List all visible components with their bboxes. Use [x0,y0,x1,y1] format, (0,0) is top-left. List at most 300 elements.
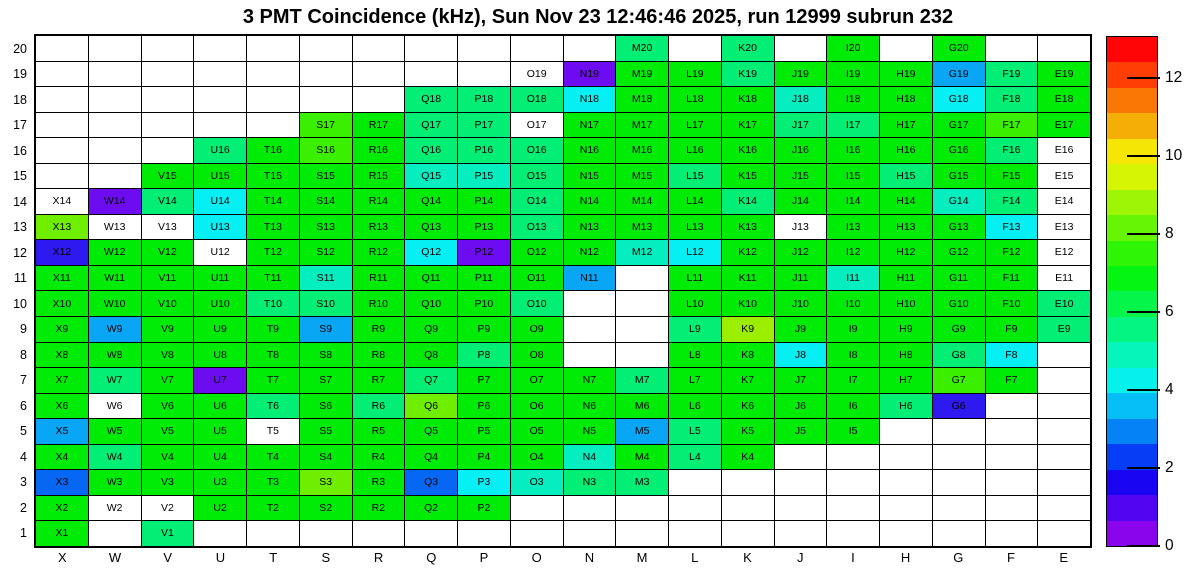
heatmap-cell: S13 [300,215,352,240]
heatmap-cell: N18 [564,87,616,112]
heatmap-cell: W8 [89,343,141,368]
heatmap-cell: G11 [933,266,985,291]
heatmap-cell: O6 [511,394,563,419]
heatmap-cell: J17 [775,113,827,138]
heatmap-cell: M13 [616,215,668,240]
heatmap-cell: E15 [1038,164,1090,189]
heatmap-cell: O10 [511,291,563,316]
colorbar-tick-label: 4 [1165,380,1174,398]
x-axis-label: Q [426,550,437,565]
heatmap-cell: G10 [933,291,985,316]
heatmap-cell: N7 [564,368,616,393]
heatmap-cell: L19 [669,62,721,87]
heatmap-cell [827,445,879,470]
heatmap-cell: H13 [880,215,932,240]
heatmap-cell: S9 [300,317,352,342]
heatmap-cell: U14 [194,189,246,214]
heatmap-cell [616,521,668,546]
heatmap-cell: W4 [89,445,141,470]
heatmap-cell: Q9 [405,317,457,342]
x-axis-label: V [163,550,173,565]
heatmap-cell: T12 [247,240,299,265]
heatmap-cell: H12 [880,240,932,265]
heatmap-cell [300,62,352,87]
heatmap-cell [247,36,299,61]
colorbar [1106,36,1183,554]
y-axis-label: 8 [20,347,27,362]
heatmap-cell [880,419,932,444]
heatmap-cell: J7 [775,368,827,393]
x-axis-label: R [373,550,384,565]
heatmap-cell: V10 [142,291,194,316]
heatmap-cell: M3 [616,470,668,495]
heatmap-cell: E9 [1038,317,1090,342]
heatmap-cell [458,62,510,87]
heatmap-cell: N17 [564,113,616,138]
heatmap-cell: Q13 [405,215,457,240]
heatmap-cell [1038,445,1090,470]
heatmap-cell: R7 [353,368,405,393]
heatmap-cell: X2 [36,496,88,521]
heatmap-cell: R9 [353,317,405,342]
y-axis-label: 6 [20,398,27,413]
colorbar-tick-label: 0 [1165,537,1174,554]
heatmap-cell: M19 [616,62,668,87]
heatmap-grid [34,34,1092,548]
heatmap-cell [1038,496,1090,521]
plot-title: 3 PMT Coincidence (kHz), Sun Nov 23 12:46:46 2025, run 12999 subrun 232 [242,6,954,28]
heatmap-cell: W6 [89,394,141,419]
heatmap-cell [986,394,1038,419]
heatmap-cell [722,521,774,546]
heatmap-cell: M12 [616,240,668,265]
heatmap-cell: L11 [669,266,721,291]
heatmap-cell: Q11 [405,266,457,291]
heatmap-cell: H7 [880,368,932,393]
colorbar-tick [1127,545,1160,547]
heatmap-cell [775,36,827,61]
heatmap-cell: W13 [89,215,141,240]
x-axis-label: U [215,550,226,565]
heatmap-cell [142,113,194,138]
heatmap-cell: L18 [669,87,721,112]
heatmap-cell [669,470,721,495]
heatmap-cell: R11 [353,266,405,291]
heatmap-cell: V15 [142,164,194,189]
heatmap-cell [616,317,668,342]
heatmap-cell: H17 [880,113,932,138]
heatmap-cell: M20 [616,36,668,61]
heatmap-cell [1038,521,1090,546]
heatmap-cell: P15 [458,164,510,189]
heatmap-cell: F18 [986,87,1038,112]
heatmap-cell: R15 [353,164,405,189]
heatmap-cell [1038,368,1090,393]
heatmap-cell: R3 [353,470,405,495]
y-axis-label: 13 [13,220,27,235]
heatmap-cell: I8 [827,343,879,368]
heatmap-cell: R6 [353,394,405,419]
heatmap-cell: Q12 [405,240,457,265]
heatmap-cell: X11 [36,266,88,291]
heatmap-cell: P9 [458,317,510,342]
heatmap-cell [458,521,510,546]
heatmap-cell: G9 [933,317,985,342]
heatmap-cell: K8 [722,343,774,368]
heatmap-cell [247,62,299,87]
heatmap-cell [89,62,141,87]
heatmap-cell [880,496,932,521]
y-axis-label: 12 [13,245,27,260]
heatmap-cell: V12 [142,240,194,265]
heatmap-cell: N11 [564,266,616,291]
heatmap-cell: F12 [986,240,1038,265]
heatmap-cell [89,521,141,546]
heatmap-cell [194,87,246,112]
heatmap-cell [986,470,1038,495]
heatmap-cell: P14 [458,189,510,214]
colorbar-ticks [1107,37,1183,554]
heatmap-cell [564,343,616,368]
x-axis-label: O [531,550,542,565]
heatmap-cell: F15 [986,164,1038,189]
heatmap-cell: K4 [722,445,774,470]
heatmap-cell [827,470,879,495]
colorbar-tick [1127,155,1160,157]
heatmap-cell: I18 [827,87,879,112]
x-axis-label: H [900,550,911,565]
heatmap-cell: O11 [511,266,563,291]
x-axis-label: K [743,550,752,565]
heatmap-cell [36,62,88,87]
heatmap-cell: J18 [775,87,827,112]
x-axis-label: L [691,550,699,565]
heatmap-cell: U8 [194,343,246,368]
heatmap-cell [564,521,616,546]
heatmap-cell [142,62,194,87]
heatmap-cell: T15 [247,164,299,189]
heatmap-cell: J5 [775,419,827,444]
heatmap-cell: U10 [194,291,246,316]
heatmap-cell: K12 [722,240,774,265]
heatmap-cell: L6 [669,394,721,419]
heatmap-cell [247,113,299,138]
heatmap-cell [194,62,246,87]
heatmap-cell: F17 [986,113,1038,138]
heatmap-cell [405,521,457,546]
heatmap-cell: X12 [36,240,88,265]
heatmap-cell [300,36,352,61]
heatmap-cell: K15 [722,164,774,189]
heatmap-cell: Q3 [405,470,457,495]
heatmap-cell: G16 [933,138,985,163]
colorbar-tick-label: 12 [1165,68,1183,86]
heatmap-cell [194,521,246,546]
heatmap-cell [564,317,616,342]
heatmap-cell [933,496,985,521]
heatmap-cell: I19 [827,62,879,87]
heatmap-cell [933,521,985,546]
x-axis-label: M [636,550,648,565]
heatmap-cell: K17 [722,113,774,138]
heatmap-cell [247,87,299,112]
heatmap-cell: M16 [616,138,668,163]
heatmap-cell: R5 [353,419,405,444]
heatmap-cell: G19 [933,62,985,87]
heatmap-cell: X1 [36,521,88,546]
heatmap-cell: G7 [933,368,985,393]
heatmap-cell [986,521,1038,546]
x-axis-label: P [479,550,489,565]
y-axis-label: 20 [13,41,27,56]
heatmap-cell [194,113,246,138]
heatmap-cell: O16 [511,138,563,163]
heatmap-cell: S5 [300,419,352,444]
heatmap-cell [827,496,879,521]
heatmap-cell: K10 [722,291,774,316]
heatmap-cell: P3 [458,470,510,495]
y-axis-label: 4 [20,449,27,464]
heatmap-cell: S7 [300,368,352,393]
heatmap-cell [353,36,405,61]
heatmap-cell: G13 [933,215,985,240]
heatmap-cell: V7 [142,368,194,393]
heatmap-cell: S16 [300,138,352,163]
heatmap-cell: R12 [353,240,405,265]
heatmap-cell: X6 [36,394,88,419]
heatmap-cell: N15 [564,164,616,189]
heatmap-cell: I20 [827,36,879,61]
y-axis-label: 14 [13,194,27,209]
y-axis-label: 3 [20,475,27,490]
heatmap-cell: X3 [36,470,88,495]
colorbar-tick-label: 10 [1165,146,1183,164]
heatmap-cell [669,496,721,521]
heatmap-cell: Q17 [405,113,457,138]
heatmap-cell: Q16 [405,138,457,163]
heatmap-cell [722,496,774,521]
heatmap-cell: S6 [300,394,352,419]
heatmap-cell: U11 [194,266,246,291]
heatmap-cell: G15 [933,164,985,189]
heatmap-cell [616,496,668,521]
heatmap-cell: M6 [616,394,668,419]
heatmap-cell: L8 [669,343,721,368]
x-axis-label: E [1059,550,1069,565]
heatmap-cell: S8 [300,343,352,368]
heatmap-cell: H16 [880,138,932,163]
heatmap-cell: U9 [194,317,246,342]
x-axis-label: X [58,550,67,565]
heatmap-cell: I5 [827,419,879,444]
y-axis-label: 15 [13,169,27,184]
y-axis-labels [0,36,28,546]
heatmap-cell: G17 [933,113,985,138]
heatmap-cell: K7 [722,368,774,393]
heatmap-cell: V9 [142,317,194,342]
heatmap-cell: M14 [616,189,668,214]
heatmap-cell: O18 [511,87,563,112]
heatmap-cell: O19 [511,62,563,87]
heatmap-cell: H11 [880,266,932,291]
heatmap-cell: I7 [827,368,879,393]
heatmap-cell: J19 [775,62,827,87]
heatmap-cell [827,521,879,546]
heatmap-cell: Q18 [405,87,457,112]
heatmap-cell [36,36,88,61]
heatmap-cell: T6 [247,394,299,419]
heatmap-cell: J13 [775,215,827,240]
y-axis-label: 1 [20,526,27,541]
y-axis-label: 7 [20,373,27,388]
heatmap-cell: H19 [880,62,932,87]
heatmap-cell [1038,36,1090,61]
heatmap-cell: F8 [986,343,1038,368]
heatmap-cell: F13 [986,215,1038,240]
heatmap-cell: O14 [511,189,563,214]
heatmap-cell: S14 [300,189,352,214]
heatmap-cell [775,521,827,546]
heatmap-cell: V4 [142,445,194,470]
heatmap-cell: N5 [564,419,616,444]
heatmap-cell: J8 [775,343,827,368]
heatmap-cell [880,470,932,495]
heatmap-cell: Q10 [405,291,457,316]
heatmap-cell: J9 [775,317,827,342]
heatmap-cell: T14 [247,189,299,214]
heatmap-cell: X14 [36,189,88,214]
heatmap-cell: P13 [458,215,510,240]
heatmap-cell [511,521,563,546]
heatmap-cell: E13 [1038,215,1090,240]
heatmap-cell [405,36,457,61]
heatmap-cell: T2 [247,496,299,521]
heatmap-cell: M18 [616,87,668,112]
heatmap-cell: L13 [669,215,721,240]
heatmap-cell [353,62,405,87]
heatmap-cell [564,291,616,316]
heatmap-cell: W2 [89,496,141,521]
heatmap-cell: F16 [986,138,1038,163]
heatmap-cell [669,521,721,546]
heatmap-cell [722,470,774,495]
heatmap-cell: F14 [986,189,1038,214]
heatmap-cell: T11 [247,266,299,291]
heatmap-cell: H9 [880,317,932,342]
heatmap-cell: E16 [1038,138,1090,163]
heatmap-cell: U6 [194,394,246,419]
heatmap-cell: J15 [775,164,827,189]
heatmap-cell: S11 [300,266,352,291]
heatmap-cell: O13 [511,215,563,240]
heatmap-cell: E17 [1038,113,1090,138]
heatmap-cell: W9 [89,317,141,342]
heatmap-cell: K20 [722,36,774,61]
colorbar-tick [1127,77,1160,79]
heatmap-cell: X13 [36,215,88,240]
heatmap-cell: R8 [353,343,405,368]
colorbar-tick [1127,467,1160,469]
heatmap-cell [1038,470,1090,495]
heatmap-cell: W11 [89,266,141,291]
heatmap-cell [775,445,827,470]
heatmap-cell: P18 [458,87,510,112]
heatmap-cell: Q15 [405,164,457,189]
heatmap-cell: T9 [247,317,299,342]
heatmap-cell: S15 [300,164,352,189]
heatmap-cell: L5 [669,419,721,444]
heatmap-cell: X5 [36,419,88,444]
heatmap-cell: K9 [722,317,774,342]
heatmap-cell: L9 [669,317,721,342]
y-axis-label: 19 [13,67,27,82]
heatmap-cell: X7 [36,368,88,393]
heatmap-cell: Q6 [405,394,457,419]
heatmap-cell [1038,419,1090,444]
heatmap-cell: T5 [247,419,299,444]
y-axis-label: 5 [20,424,27,439]
heatmap-cell: K5 [722,419,774,444]
heatmap-cell: U15 [194,164,246,189]
heatmap-cell: I10 [827,291,879,316]
heatmap-cell: V1 [142,521,194,546]
heatmap-cell: V13 [142,215,194,240]
heatmap-cell: O4 [511,445,563,470]
heatmap-cell: I6 [827,394,879,419]
heatmap-cell: W5 [89,419,141,444]
heatmap-cell: P11 [458,266,510,291]
heatmap-cell: M7 [616,368,668,393]
colorbar-tick-label: 8 [1165,224,1174,242]
heatmap-cell: X4 [36,445,88,470]
heatmap-cell: H14 [880,189,932,214]
heatmap-cell: I15 [827,164,879,189]
heatmap-cell: H10 [880,291,932,316]
heatmap-cell: R16 [353,138,405,163]
heatmap-cell: W10 [89,291,141,316]
heatmap-cell: K16 [722,138,774,163]
heatmap-cell: U3 [194,470,246,495]
heatmap-cell: O7 [511,368,563,393]
heatmap-cell [36,138,88,163]
heatmap-cell [142,87,194,112]
heatmap-cell: R14 [353,189,405,214]
heatmap-cell: F7 [986,368,1038,393]
heatmap-cell: T7 [247,368,299,393]
heatmap-cell: K6 [722,394,774,419]
heatmap-cell: Q8 [405,343,457,368]
heatmap-cell [986,419,1038,444]
heatmap-cell: N4 [564,445,616,470]
heatmap-cell: I17 [827,113,879,138]
heatmap-cell: P17 [458,113,510,138]
heatmap-cell: M15 [616,164,668,189]
heatmap-cell: P7 [458,368,510,393]
heatmap-cell: X9 [36,317,88,342]
colorbar-tick-label: 2 [1165,458,1174,476]
heatmap-cell: T13 [247,215,299,240]
heatmap-cell: G18 [933,87,985,112]
x-axis-label: W [108,550,122,565]
heatmap-cell: K19 [722,62,774,87]
x-axis-label: S [321,550,331,565]
heatmap-cell: N19 [564,62,616,87]
y-axis-label: 9 [20,322,27,337]
heatmap-cell: N12 [564,240,616,265]
heatmap-cell [36,113,88,138]
heatmap-cell: L14 [669,189,721,214]
heatmap-cell: F19 [986,62,1038,87]
